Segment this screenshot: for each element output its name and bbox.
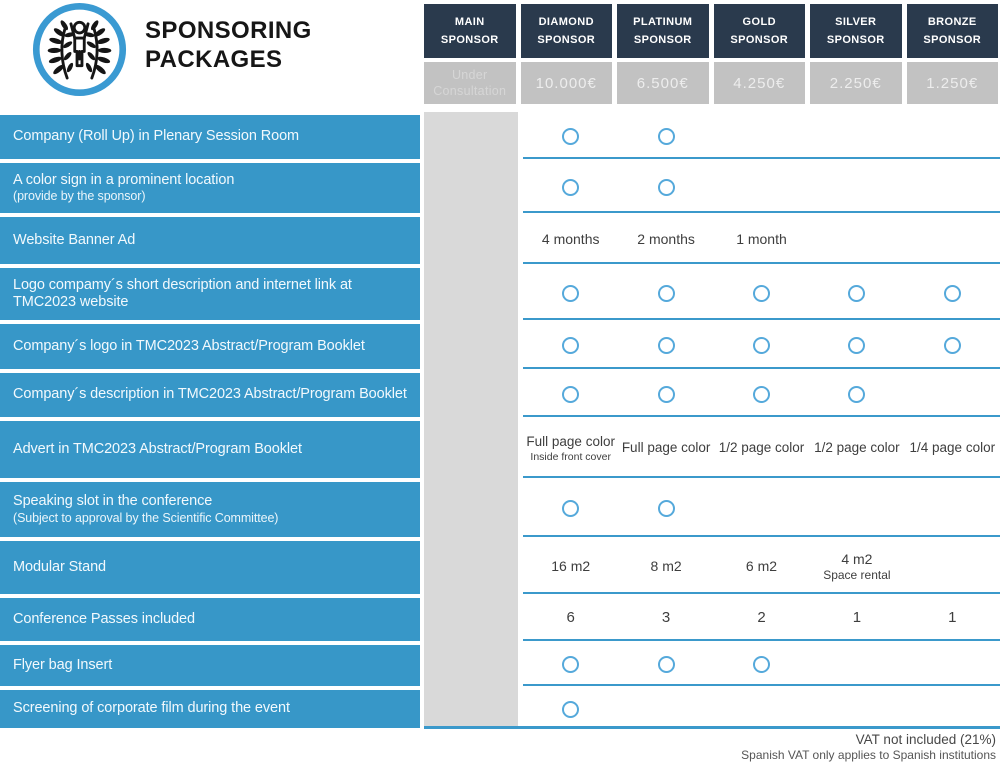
row-label-text: Screening of corporate film during the event: [13, 700, 290, 717]
cell-value: 6: [566, 609, 575, 627]
benefit-cell: [714, 598, 809, 639]
row-label-text: A color sign in a prominent location: [13, 171, 235, 188]
included-circle-icon: [658, 128, 675, 145]
benefit-cell: [618, 373, 713, 415]
conference-logo: [32, 2, 127, 97]
cell-subvalue: Space rental: [823, 568, 891, 583]
title-line2: PACKAGES: [145, 46, 283, 74]
benefit-cell: [809, 373, 904, 415]
benefit-cell: [618, 115, 713, 157]
table-body: [0, 115, 1000, 728]
price-silver-sponsor: 2.250€: [810, 62, 902, 104]
row-label: [0, 163, 420, 213]
table-row-advert-in-tmc2023-abstract-program-bookl: [0, 421, 1000, 478]
benefit-cell: [809, 324, 904, 367]
benefit-cell: [809, 482, 904, 535]
row-label: [0, 645, 420, 686]
price-gold-sponsor: 4.250€: [714, 62, 806, 104]
included-circle-icon: [562, 656, 579, 673]
page-title: [145, 16, 312, 75]
benefit-cell: [905, 324, 1000, 367]
cell-value: 4 m2: [841, 550, 873, 567]
benefit-cell: [905, 541, 1000, 592]
main-sponsor-cell: [420, 373, 523, 417]
row-label: [0, 598, 420, 641]
benefit-cell: [523, 690, 618, 728]
included-circle-icon: [658, 386, 675, 403]
included-circle-icon: [658, 179, 675, 196]
benefit-cell: [905, 217, 1000, 262]
column-header-bronze-sponsor: BRONZE SPONSOR: [907, 4, 999, 58]
main-sponsor-cell: [420, 598, 523, 641]
benefit-cell: [714, 421, 809, 476]
main-sponsor-cell: [420, 482, 523, 537]
benefit-cell: [714, 482, 809, 535]
included-circle-icon: [562, 337, 579, 354]
included-circle-icon: [753, 386, 770, 403]
main-sponsor-cell: [420, 163, 523, 213]
row-label-text: Company´s description in TMC2023 Abstract/Program Booklet: [13, 386, 407, 403]
benefit-cell: [714, 541, 809, 592]
row-label-subtext: (Subject to approval by the Scientific Committee): [13, 510, 279, 525]
included-circle-icon: [944, 285, 961, 302]
cell-value: 6 m2: [745, 557, 778, 574]
cell-value: 2: [757, 609, 766, 627]
vat-line2: Spanish VAT only applies to Spanish institutions: [741, 748, 996, 763]
benefit-cell: [809, 217, 904, 262]
cell-value: 16 m2: [551, 557, 591, 574]
row-label: [0, 324, 420, 369]
included-circle-icon: [848, 337, 865, 354]
row-cells: [523, 373, 1000, 417]
main-sponsor-cell: [420, 217, 523, 264]
benefit-cell: [618, 645, 713, 684]
cell-value: 2 months: [637, 230, 695, 247]
main-sponsor-cell: [420, 421, 523, 478]
column-headers: [424, 4, 998, 58]
included-circle-icon: [658, 285, 675, 302]
included-circle-icon: [562, 500, 579, 517]
benefit-cell: [905, 690, 1000, 728]
table-row-company-s-description-in-tmc2023-abstrac: [0, 373, 1000, 417]
price-diamond-sponsor: 10.000€: [521, 62, 613, 104]
benefit-cell: [714, 115, 809, 157]
benefit-cell: [714, 163, 809, 211]
price-row: [424, 62, 998, 104]
benefit-cell: [618, 421, 713, 476]
benefit-cell: [714, 645, 809, 684]
row-cells: [523, 324, 1000, 369]
included-circle-icon: [562, 701, 579, 718]
benefit-cell: [523, 482, 618, 535]
cell-value: 4 months: [541, 230, 600, 247]
cell-value: 3: [661, 609, 671, 627]
benefit-cell: [523, 268, 618, 318]
table-row-company-roll-up-in-plenary-session-room: [0, 115, 1000, 159]
row-label-text: Speaking slot in the conference: [13, 493, 213, 510]
included-circle-icon: [562, 179, 579, 196]
benefit-cell: [618, 268, 713, 318]
benefit-cell: [809, 268, 904, 318]
row-cells: [523, 217, 1000, 264]
row-label-subtext: (provide by the sponsor): [13, 189, 146, 204]
benefit-cell: [905, 115, 1000, 157]
title-line1: SPONSORING: [145, 17, 312, 44]
benefit-cell: [523, 217, 618, 262]
row-label-text: Modular Stand: [13, 558, 107, 575]
benefit-cell: [809, 421, 904, 476]
cell-value: 1/4 page color: [909, 440, 996, 456]
benefit-cell: [523, 115, 618, 157]
benefit-cell: [523, 541, 618, 592]
included-circle-icon: [753, 285, 770, 302]
bottom-divider: [424, 726, 1000, 729]
cell-value: 1/2 page color: [718, 440, 805, 456]
row-cells: [523, 482, 1000, 537]
benefit-cell: [523, 324, 618, 367]
row-label: [0, 115, 420, 159]
benefit-cell: [618, 690, 713, 728]
table-row-a-color-sign-in-a-prominent-location: [0, 163, 1000, 213]
table-row-flyer-bag-insert: [0, 645, 1000, 686]
benefit-cell: [618, 324, 713, 367]
table-row-logo-compamy-s-short-description-and-int: [0, 268, 1000, 320]
benefit-cell: [523, 373, 618, 415]
benefit-cell: [905, 421, 1000, 476]
table-row-company-s-logo-in-tmc2023-abstract-progr: [0, 324, 1000, 369]
row-cells: [523, 690, 1000, 728]
included-circle-icon: [848, 285, 865, 302]
vat-note: [741, 732, 996, 763]
table-row-screening-of-corporate-film-during-the-e: [0, 690, 1000, 728]
main-sponsor-cell: [420, 268, 523, 320]
cell-value: 1: [948, 609, 957, 627]
row-label: [0, 373, 420, 417]
row-label-text: Website Banner Ad: [13, 231, 136, 248]
benefit-cell: [523, 645, 618, 684]
benefit-cell: [809, 598, 904, 639]
laurel-person-icon: [32, 2, 127, 97]
column-header-gold-sponsor: GOLD SPONSOR: [714, 4, 806, 58]
benefit-cell: [714, 690, 809, 728]
row-label: [0, 217, 420, 264]
cell-value: Full page color: [526, 433, 615, 449]
benefit-cell: [618, 541, 713, 592]
benefit-cell: [905, 598, 1000, 639]
benefit-cell: [905, 482, 1000, 535]
table-row-modular-stand: [0, 541, 1000, 594]
row-cells: [523, 163, 1000, 213]
included-circle-icon: [753, 656, 770, 673]
benefit-cell: [523, 163, 618, 211]
row-label: [0, 268, 420, 320]
row-label: [0, 690, 420, 728]
main-sponsor-cell: [420, 115, 523, 159]
row-label-text: Company´s logo in TMC2023 Abstract/Program Booklet: [13, 337, 365, 354]
benefit-cell: [523, 421, 618, 476]
price-bronze-sponsor: 1.250€: [907, 62, 999, 104]
main-sponsor-cell: [420, 645, 523, 686]
price-platinum-sponsor: 6.500€: [617, 62, 709, 104]
cell-value: 1 month: [736, 230, 787, 247]
row-cells: [523, 115, 1000, 159]
benefit-cell: [809, 115, 904, 157]
benefit-cell: [809, 541, 904, 592]
benefit-cell: [714, 268, 809, 318]
included-circle-icon: [658, 656, 675, 673]
included-circle-icon: [848, 386, 865, 403]
cell-value: Full page color: [621, 440, 711, 456]
row-label-text: Logo compamy´s short description and internet link at TMC2023 website: [13, 276, 352, 310]
included-circle-icon: [944, 337, 961, 354]
row-cells: [523, 598, 1000, 641]
cell-subvalue: Inside front cover: [530, 450, 611, 463]
row-label: [0, 482, 420, 537]
benefit-cell: [809, 163, 904, 211]
row-label: [0, 541, 420, 594]
included-circle-icon: [658, 337, 675, 354]
row-cells: [523, 541, 1000, 594]
benefit-cell: [809, 690, 904, 728]
cell-value: 8 m2: [650, 557, 682, 574]
table-row-speaking-slot-in-the-conference: [0, 482, 1000, 537]
vat-line1: VAT not included (21%): [855, 732, 996, 747]
benefit-cell: [809, 645, 904, 684]
main-sponsor-cell: [420, 324, 523, 369]
included-circle-icon: [562, 285, 579, 302]
row-label-text: Company (Roll Up) in Plenary Session Room: [13, 128, 300, 145]
benefit-cell: [714, 217, 809, 262]
benefit-cell: [905, 163, 1000, 211]
column-header-main-sponsor: MAIN SPONSOR: [424, 4, 516, 58]
row-label: [0, 421, 420, 478]
benefit-cell: [618, 217, 713, 262]
table-row-website-banner-ad: [0, 217, 1000, 264]
main-sponsor-cell: [420, 690, 523, 728]
row-cells: [523, 421, 1000, 478]
main-sponsor-cell: [420, 541, 523, 594]
benefit-cell: [714, 324, 809, 367]
included-circle-icon: [658, 500, 675, 517]
cell-value: 1/2 page color: [814, 440, 900, 456]
table-row-conference-passes-included: [0, 598, 1000, 641]
cell-value: 1: [852, 609, 862, 627]
benefit-cell: [523, 598, 618, 639]
benefit-cell: [618, 482, 713, 535]
price-main-sponsor: Under Consultation: [424, 62, 516, 104]
row-label-text: Conference Passes included: [13, 610, 195, 627]
included-circle-icon: [753, 337, 770, 354]
benefit-cell: [618, 163, 713, 211]
benefit-cell: [714, 373, 809, 415]
column-header-platinum-sponsor: PLATINUM SPONSOR: [617, 4, 709, 58]
column-header-silver-sponsor: SILVER SPONSOR: [810, 4, 902, 58]
benefit-cell: [905, 373, 1000, 415]
benefit-cell: [618, 598, 713, 639]
benefit-cell: [905, 268, 1000, 318]
row-cells: [523, 268, 1000, 320]
row-cells: [523, 645, 1000, 686]
row-label-text: Advert in TMC2023 Abstract/Program Booklet: [13, 440, 302, 457]
column-header-diamond-sponsor: DIAMOND SPONSOR: [521, 4, 613, 58]
included-circle-icon: [562, 128, 579, 145]
included-circle-icon: [562, 386, 579, 403]
benefit-cell: [905, 645, 1000, 684]
row-label-text: Flyer bag Insert: [13, 656, 113, 673]
